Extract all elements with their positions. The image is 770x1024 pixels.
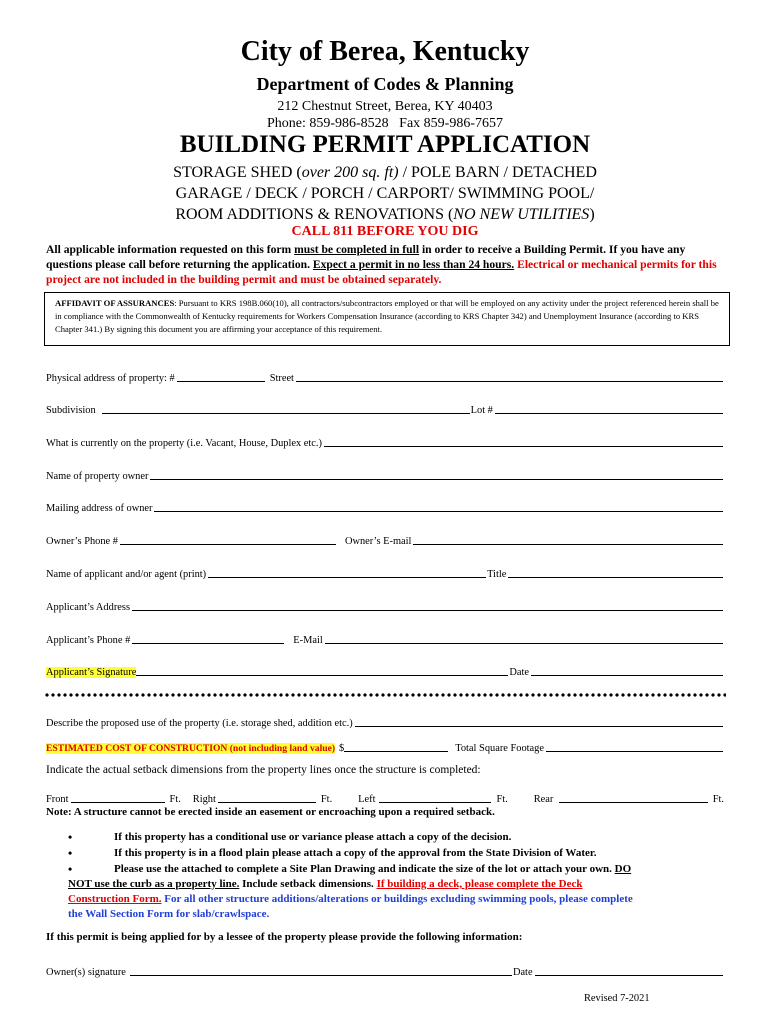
total-square-footage-field[interactable] bbox=[546, 741, 723, 752]
affidavit-label: AFFIDAVIT OF ASSURANCES bbox=[55, 298, 175, 308]
city-title: City of Berea, Kentucky bbox=[240, 36, 530, 67]
intro-paragraph: All applicable information requested on this form must be completed in full in order to receive a Building Permit. If you have any questions please call before returning the application. Expect a permit in no less than 24 hours. Electrical or mechanical permits for this project are not included in the building permit and must be obtained separately. bbox=[46, 243, 717, 286]
owner-name-row: Name of property owner bbox=[46, 466, 724, 482]
subdivision-row: Subdivision Lot # bbox=[46, 400, 724, 416]
applicant-address-row: Applicant’s Address bbox=[46, 597, 724, 613]
applicant-name-field[interactable] bbox=[208, 567, 486, 578]
owner-signature-field[interactable] bbox=[130, 965, 512, 976]
left-setback-field[interactable] bbox=[379, 792, 491, 803]
applicant-address-field[interactable] bbox=[132, 600, 723, 611]
lessee-instruction: If this permit is being applied for by a lessee of the property please provide the following information: bbox=[46, 931, 523, 943]
owner-name-field[interactable] bbox=[150, 469, 723, 480]
permit-types-line-2: GARAGE / DECK / PORCH / CARPORT/ SWIMMING POOL/ bbox=[175, 185, 595, 202]
proposed-use-field[interactable] bbox=[355, 716, 723, 727]
applicant-contact-row: Applicant’s Phone # E-Mail bbox=[46, 630, 724, 646]
bullet-icon: • bbox=[68, 830, 73, 844]
subdivision-field[interactable] bbox=[102, 403, 470, 414]
site-plan-continuation-3 bbox=[68, 907, 728, 922]
owner-signature-row: Owner(s) signature Date bbox=[46, 962, 724, 978]
form-title: BUILDING PERMIT APPLICATION bbox=[179, 131, 591, 158]
department-contact bbox=[0, 98, 770, 132]
setback-instruction: Indicate the actual setback dimensions from the property lines once the structure is completed: bbox=[46, 764, 481, 776]
owner-signature-date-field[interactable] bbox=[535, 965, 723, 976]
applicant-signature-date-field[interactable] bbox=[531, 665, 723, 676]
owner-contact-row: Owner’s Phone # Owner’s E-mail bbox=[46, 531, 724, 547]
estimated-cost-label: ESTIMATED COST OF CONSTRUCTION (not including land value) bbox=[46, 743, 336, 754]
bullet-icon: • bbox=[68, 862, 73, 876]
bullet-icon: • bbox=[68, 846, 73, 860]
setbacks-row: Front Ft. Right Ft. Left Ft. Rear Ft. bbox=[46, 794, 724, 805]
applicant-name-row: Name of applicant and/or agent (print) Title bbox=[46, 564, 724, 580]
estimated-cost-field[interactable] bbox=[344, 741, 448, 752]
phone-fax: Phone: 859-986-8528 Fax 859-986-7657 bbox=[266, 116, 504, 131]
permit-types bbox=[0, 162, 770, 225]
deck-construction-form-link-cont[interactable]: Construction Form. bbox=[68, 893, 162, 905]
owner-email-field[interactable] bbox=[413, 534, 723, 545]
applicant-email-field[interactable] bbox=[325, 633, 723, 644]
right-setback-field[interactable] bbox=[218, 792, 316, 803]
affidavit-text: : Pursuant to KRS 198B.060(10), all contractors/subcontractors employed or that will be employed on any activity under the project referenced herein shall be in compliance with the Commonwealth of Kentucky requirements for Workers Compensation Insurance (according to KRS Chapter 342) and Unemployment Insurance (according to KRS Chapter 341.) By signing this document you are affirming your acceptance of this requirement. bbox=[55, 298, 719, 334]
lot-number-field[interactable] bbox=[495, 403, 723, 414]
owner-phone-field[interactable] bbox=[120, 534, 336, 545]
applicant-phone-field[interactable] bbox=[132, 633, 284, 644]
wall-section-form-text: the Wall Section Form for slab/crawlspace. bbox=[68, 908, 270, 920]
permit-types-line-1: STORAGE SHED (over 200 sq. ft) / POLE BARN / DETACHED bbox=[173, 164, 597, 181]
easement-note: Note: A structure cannot be erected inside an easement or encroaching upon a required setback. bbox=[46, 806, 495, 818]
physical-address-row: Physical address of property: # Street bbox=[46, 368, 724, 384]
rear-setback-field[interactable] bbox=[559, 792, 707, 803]
affidavit-box bbox=[44, 292, 730, 346]
department-name: Department of Codes & Planning bbox=[256, 74, 514, 94]
permit-types-line-3: ROOM ADDITIONS & RENOVATIONS (NO NEW UTILITIES) bbox=[175, 206, 595, 223]
cost-row: ESTIMATED COST OF CONSTRUCTION (not including land value) $ Total Square Footage bbox=[46, 738, 724, 754]
street-address: 212 Chestnut Street, Berea, KY 40403 bbox=[277, 99, 493, 114]
dotted-divider bbox=[44, 692, 726, 698]
site-plan-continuation-1: NOT use the curb as a property line. Include setback dimensions. If building a deck, please complete the Deck bbox=[68, 878, 583, 890]
site-plan-continuation-2: Construction Form. For all other structure additions/alterations or buildings excluding swimming pools, please complete bbox=[68, 893, 633, 905]
applicant-signature-label: Applicant’s Signature bbox=[46, 667, 137, 678]
revision-date: Revised 7-2021 bbox=[584, 993, 650, 1004]
current-use-row: What is currently on the property (i.e. Vacant, House, Duplex etc.) bbox=[46, 433, 724, 449]
call-811-notice: CALL 811 BEFORE YOU DIG bbox=[291, 224, 479, 239]
front-setback-field[interactable] bbox=[71, 792, 165, 803]
deck-construction-form-link[interactable]: If building a deck, please complete the Deck bbox=[376, 878, 583, 890]
applicant-signature-row: Applicant’s Signature Date bbox=[46, 662, 724, 678]
proposed-use-row: Describe the proposed use of the property (i.e. storage shed, addition etc.) bbox=[46, 713, 724, 729]
mailing-address-field[interactable] bbox=[154, 501, 723, 512]
mailing-address-row: Mailing address of owner bbox=[46, 498, 724, 514]
address-number-field[interactable] bbox=[177, 371, 265, 382]
title-field[interactable] bbox=[508, 567, 723, 578]
street-field[interactable] bbox=[296, 371, 723, 382]
applicant-signature-field[interactable] bbox=[136, 665, 508, 676]
current-use-field[interactable] bbox=[324, 436, 723, 447]
